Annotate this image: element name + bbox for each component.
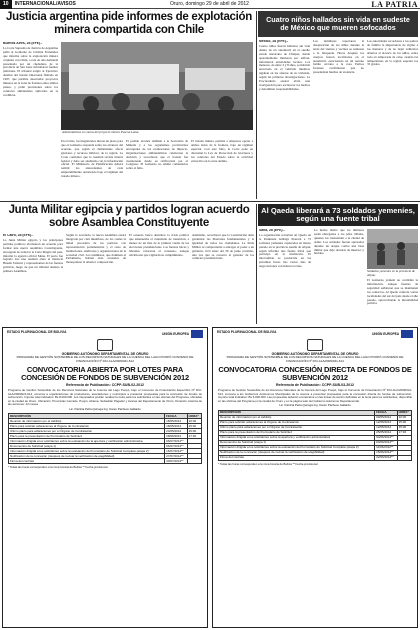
article-mexico-headline-bar (258, 11, 418, 37)
page-number: 10 (0, 0, 12, 9)
program-name: PROGRAMA DE GESTIÓN SOSTENIBLE DE LOS RECURSOS NATURALES DE LA CUENCA DEL LAGO POOPÓ CONVENIO DE FINANCIACIÓN Nº DCI-ALA/2009/021-614 (226, 355, 404, 363)
ad-flags (3, 328, 207, 338)
cell-description: Plazo para solicitar aclaraciones al Órgano de Contratación (9, 424, 165, 429)
cell-date: 23/05/2012 (165, 429, 187, 434)
cell-description: Notificación de la concesión (después de revisar la verificación de elegibilidad) (219, 450, 375, 455)
program-name: PROGRAMA DE GESTIÓN SOSTENIBLE DE LOS RECURSOS NATURALES DE LA CUENCA DEL LAGO POOPÓ CONVENIO DE FINANCIACIÓN Nº DCI-ALA/2009/021-614 (16, 355, 194, 363)
article-yemen-photo (367, 229, 418, 269)
cell-date: 18/05/2012 (165, 419, 187, 424)
article-egypt-text: La Junta Militar egipcia y los principales partidos políticos alcanzaron un acuerdo para formar una nueva Asamblea Constituyente, encargada de redactar la Carta Magna del país, informó la agencia oficial Mena. El pacto fue logrado tras una reunión entre el mariscal Husein Tantawi y representantes de las fuerzas políticas, luego de que un tribunal anulara la primera Asamblea. (3, 237, 63, 274)
col-header-description: DESCRIPCIÓN (9, 414, 165, 419)
cell-description: Plazo para la presentación del Formulario de Solicitud (219, 430, 375, 435)
cell-date: 27/07/2012** (165, 454, 187, 459)
article-yemen-text: La organización terrorista Al Qaeda en la Península Arábiga liberará a 73 soldados yemeníes capturados en marzo pasado en la provincia sureña de Abyan, según informó una fuente tribal que participó en la mediación. El intercambio se produciría en las próximas horas tras varios días de negociaciones con líderes locales. (259, 232, 311, 269)
cell-description: Documentos de Solicitud (etapa 1) (9, 444, 165, 449)
cell-time: 10:00 (397, 415, 411, 420)
soldiers-photo-icon (367, 229, 418, 269)
notice-body: Programa de Gestión Sostenible de los Recursos Naturales de la Cuenca del Lago Poopó, bajo el Convenio de Financiación Nº DCI-ALA/2009/021-614, convoca a los Gobiernos Autónomos Municipales de la cuenca a presentar propuestas para la concesión directa de fondos de subvención. Importe total indicativo: Bs 6.000.000. Las propuestas deberán enmarcarse en las líneas de acción definidas en la Guía para los solicitantes, disponible en las oficinas del Programa en la ciudad de Oruro y en la página web del Gobierno Autónomo Departamental. (218, 388, 412, 403)
cell-time: 10:00 (187, 419, 201, 424)
article-argentina-byline: Buenos Aires, 28 (EFE).- (3, 42, 43, 45)
cell-description: Último plazo para aclaraciones por el Órgano de Contratación (219, 425, 375, 430)
article-yemen-caption: Soldados yemeníes en la provincia de Abyan. (367, 269, 415, 277)
protest-photo-icon (61, 42, 253, 130)
cell-description: Último plazo para aclaraciones por el Órgano de Contratación (9, 429, 165, 434)
article-argentina-col3: El pedido alcanza también a la Secretaría de Minería y a los organismos provinciales encargados de las evaluaciones de impacto. Organizaciones ambientalistas celebraron la decisión y recordaron que el tratado fue cuestionado desde su ratificación por el Congreso. El Gobierno no emitió comentarios sobre el fallo. (126, 140, 188, 171)
section-name: INTERNACIONAL/AVISOS (14, 1, 76, 7)
article-egypt-col3: El acuerdo busca destrabar la crisis política que amenazaba el calendario de transición, a menos de un mes de la primera vuelta de las elecciones presidenciales. Las fuerzas laicas y liberales valoraron el consenso, aunque advirtieron que vigilarán su cumplimiento. (129, 234, 189, 257)
newspaper-logo: LA PATRIA (371, 0, 418, 9)
cell-date: 28/06/2012 (165, 434, 187, 439)
cell-date: 06/07/2012** (165, 439, 187, 444)
cell-description: Plazo para solicitar aclaraciones al Órgano de Contratación (219, 420, 375, 425)
publication-reference: Referencia de Publicación: CCPP-SUB-03-2012 (276, 383, 354, 388)
department-seal-icon (307, 339, 323, 351)
cell-time: 15:00 (397, 425, 411, 430)
col-header-time: HORA* (397, 410, 411, 415)
ad-flags (213, 328, 417, 338)
eu-label: UNIÓN EUROPEA (162, 331, 189, 336)
article-yemen-byline: Saná, 28 (EFE).- (259, 229, 285, 232)
cell-description: Reunión de información (en el cabildo) (9, 419, 165, 424)
article-mexico-text: Cuatro niños fueron hallados sin vida dentro de un automóvil en el sureño estado mexicano de Chiapas, donde aparentemente murieron por asfixia, informaron autoridades locales. Los menores, de entre 3 y 8 años, se habrían encerrado en el vehículo mientras jugaban en las afueras de su vivienda, según las primeras investigaciones. La Procuraduría estatal abrió una averiguación para esclarecer los hechos y determinar responsabilidades. (259, 43, 310, 91)
cell-date: 11/06/2012** (375, 445, 397, 450)
grant-notice-direct (212, 327, 418, 628)
cell-time: 17:30 (397, 430, 411, 435)
cell-description: Firma del contrato (219, 455, 375, 460)
cell-description: Información dirigida a los solicitantes sobre la evaluación del Formulario de Solicitud Completa (etapa 2) (9, 449, 165, 454)
eu-flag-icon (401, 330, 413, 338)
eu-label: UNIÓN EUROPEA (372, 331, 399, 336)
bolivia-flag-label: ESTADO PLURINACIONAL DE BOLIVIA (7, 330, 67, 334)
article-argentina-photo (61, 42, 253, 130)
cell-date: 25/05/2012 (375, 430, 397, 435)
notice-signers: Lic. Patricia Peña Quiroga Ing. Karen Pacheco Gallardo (279, 403, 351, 408)
grant-notice-lots (2, 327, 208, 628)
article-yemen-col3: El Gobierno yemení no confirmó la información, aunque fuentes de seguridad señalaron que se mantienen los contactos. Al Qaeda controla varias localidades del sur del país desde el año pasado, aprovechando la inestabilidad política. (367, 279, 418, 306)
bolivia-flag-label: ESTADO PLURINACIONAL DE BOLIVIA (217, 330, 277, 334)
cell-date: 30/07/2012** (165, 459, 187, 464)
cell-date: 22/06/2012** (375, 455, 397, 460)
cell-date: 06/07/2012** (165, 444, 187, 449)
page-header (0, 0, 420, 9)
article-argentina-col4: El tratado minero permite a empresas operar a ambos lados de la frontera, bajo un régimen especial. Con este fallo, la Corte pone en discusión la Ley de Protección de Glaciares y los controles del Estado sobre la actividad extractiva en la zona andina. (191, 140, 253, 163)
notice-signers: Lic. Patricia Peña Quiroga Ing. Karen Pacheco Gallardo (69, 406, 141, 411)
schedule-table (8, 413, 202, 464)
col-header-time: HORA* (187, 414, 201, 419)
cell-time (397, 455, 411, 460)
article-argentina-caption: Ambientalistas en contra del proyecto minero Pascua Lama. (62, 130, 140, 134)
cell-date: 04/06/2012** (375, 435, 397, 440)
notice-title: CONVOCATORIA ABIERTA POR LOTES PARA CONCESIÓN DE FONDOS DE SUBVENCIÓN 2012 (21, 365, 189, 383)
cell-time: 17:30 (187, 434, 201, 439)
cell-time: 15:00 (187, 424, 201, 429)
article-yemen-headline-bar (258, 204, 418, 226)
cell-date: 12/05/2012 (375, 420, 397, 425)
article-egypt-headline: Junta Militar egipcia y partidos logran acuerdo sobre Asamblea Constituyente (8, 204, 250, 229)
cell-description: Información dirigida a los solicitantes sobre la apertura y verificación administrativa (219, 435, 375, 440)
notice-body: Programa de Gestión Sostenible de los Recursos Naturales de la Cuenca del Lago Poopó, bajo el Convenio de Financiación Específico Nº DCI-ALA/2009/021-614, convoca a organizaciones de productores, asociaciones y municipios a presentar propuestas para la concesión de fondos de subvención. Importe total indicativo: Bs 8.000.000. Los interesados podrán recabar la Guía para los solicitantes en las oficinas del Programa, ubicadas en la ciudad de Oruro. Ubicación: Provincias Cercado, Poopó, Abaroa, Sebastián Pagador y Avaroa del Departamento de Oruro. Duración máxima de las acciones: 12 meses. (8, 388, 202, 407)
eu-flag-icon (191, 330, 203, 338)
table-footnote: * Todas las horas corresponden a la zona horaria de Bolivia ** Fecha provisional (8, 465, 108, 470)
article-argentina-col1 (3, 42, 58, 198)
cell-description: Reunión de información (en el cabildo) (219, 415, 375, 420)
cell-description: Información dirigida a los solicitantes sobre la evaluación del Formulario de Solicitud Completa (etapa 2) (219, 445, 375, 450)
article-egypt-col4: Asimismo, recordaron que la Constitución debe garantizar las libertades fundamentales y la igualdad de todos los ciudadanos. La Junta Militar se comprometió a entregar el poder a un gobierno civil antes del 30 de junio próximo, una vez que se conozca al ganador de los comicios presidenciales. (192, 234, 254, 261)
cell-date: 04/06/2012** (375, 440, 397, 445)
article-mexico-col3: Las autoridades recordaron a los padres de familia la importancia de vigilar a los menores y de no dejar vehículos abiertos al alcance de los niños, sobre todo en temporada de calor, cuando las temperaturas en la región superan los 35 grados. (367, 40, 418, 67)
col-header-description: DESCRIPCIÓN (219, 410, 375, 415)
table-row (9, 459, 202, 464)
table-footnote: * Todas las horas corresponden a la zona horaria de Bolivia ** Fecha provisional (218, 461, 318, 466)
article-yemen-headline: Al Qaeda liberará a 73 soldados yemeníes, según una fuente tribal (261, 205, 415, 223)
article-mexico-col2: Los familiares reportaron la desaparición de los niños durante la tarde del viernes y vecinos se sumaron a la búsqueda. Horas después los cuerpos fueron localizados en el automóvil, estacionado en un terreno baldío cercano a la casa. Peritos forenses confirmaron que no presentaban huellas de violencia. (313, 40, 364, 75)
column-divider (256, 11, 257, 199)
section-divider (0, 201, 420, 202)
article-yemen-col2: La fuente indicó que los militares serán entregados a los jefes tribales, quienes los trasladarán a la ciudad de Adén. Los soldados fueron apresados durante un ataque contra una base militar que dejó decenas de muertos y heridos. (314, 229, 364, 256)
article-mexico-col1 (259, 40, 310, 198)
col-header-date: FECHA (165, 414, 187, 419)
article-argentina-headline: Justicia argentina pide informes de explotación minera compartida con Chile (6, 11, 252, 36)
article-argentina-text: La Corte Suprema de Justicia de Argentina pidió al Gobierno de Cristina Fernández que informe sobre la explotación minera conjunta con Chile, a raíz de una demanda presentada por un ciudadano de la provincia de San Juan, informaron fuentes judiciales. El tribunal exigió al Ejecutivo detalles del tratado binacional firmado en 1997, que permite desarrollar proyectos mineros en la zona de frontera entre ambos países, y pidió precisiones sobre los controles ambientales aplicados en la cordillera. (3, 45, 58, 97)
article-mexico-headline: Cuatro niños hallados sin vida en sudeste de México que mueren sofocados (266, 15, 410, 32)
cell-description: Información dirigida a los solicitantes sobre la evaluación de la apertura y verificación administrativa (9, 439, 165, 444)
article-egypt-byline: El Cairo, 28 (EFE).- (3, 234, 34, 237)
department-seal-icon (97, 339, 113, 351)
cell-date: 12/05/2012 (375, 425, 397, 430)
article-egypt-col2: Según lo acordado, la nueva Asamblea estará integrada por cien miembros, de los cuales la mitad procederá de los partidos con representación parlamentaria y el resto de instituciones, sindicatos y organizaciones de la sociedad civil. Los islamistas, que dominan el Parlamento, habían sido acusados de monopolizar la anterior composición. (66, 234, 126, 265)
cell-description: Plazo para la presentación del Formulario de Solicitud (9, 434, 165, 439)
government-name: GOBIERNO AUTÓNOMO DEPARTAMENTAL DE ORURO (61, 352, 149, 356)
column-divider (256, 204, 257, 324)
col-header-date: FECHA (375, 410, 397, 415)
eu-flag-label (372, 330, 413, 338)
cell-date: 16/07/2012** (165, 449, 187, 454)
cell-time: 15:00 (187, 429, 201, 434)
article-egypt-col1 (3, 234, 63, 324)
article-yemen-col1 (259, 229, 311, 324)
issue-date: Oruro, domingo 29 de abril de 2012 (170, 1, 249, 7)
cell-description: Firma del contrato (9, 459, 165, 464)
cell-date: 15/06/2012** (375, 450, 397, 455)
cell-time: 15:00 (397, 420, 411, 425)
cell-description: Notificación de la concesión (después de revisar la verificación de elegibilidad) (9, 454, 165, 459)
eu-flag-label (162, 330, 203, 338)
cell-description: Documentos de Solicitud (etapa 1) (219, 440, 375, 445)
article-mexico-byline: México, 28 (EFE).- (259, 40, 289, 43)
article-argentina-col2: En el fallo, los magistrados dieron un plazo para que el Gobierno responda sobre los alcances del acuerdo, que según el demandante afecta glaciares y recursos hídricos de la región. La Corte consideró que la cuestión reviste interés federal y debe ser analizada con la información oficial. El Ministerio de Planificación deberá remitir los antecedentes de cada emprendimiento autorizado bajo el régimen del tratado minero. (61, 140, 123, 179)
government-name: GOBIERNO AUTÓNOMO DEPARTAMENTAL DE ORURO (271, 352, 359, 356)
cell-date: 18/05/2012 (165, 424, 187, 429)
cell-date: 09/05/2012 (375, 415, 397, 420)
schedule-table (218, 410, 412, 461)
notice-title: CONVOCATORIA CONCESIÓN DIRECTA DE FONDOS DE SUBVENCIÓN 2012 (218, 365, 412, 383)
table-row (219, 455, 412, 460)
cell-time (187, 459, 201, 464)
publication-reference: Referencia de Publicación: CCPP-SUB-02-2012 (66, 383, 144, 388)
